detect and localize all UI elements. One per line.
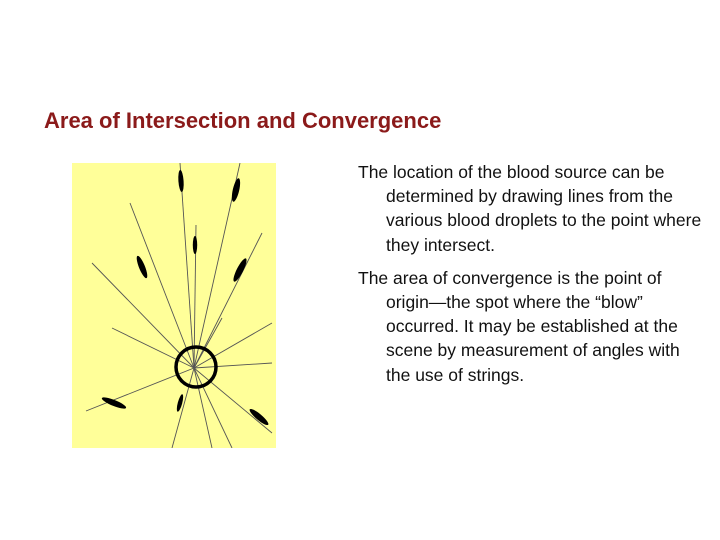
bloodstain-convergence-diagram — [72, 163, 276, 448]
body-text — [358, 160, 703, 396]
diagram-background — [72, 163, 276, 448]
paragraph-area-of-convergence: The area of convergence is the point of origin—the spot where the “blow” occurred. It may be established at the scene by measurement of angles with the use of strings. — [358, 267, 680, 385]
droplet-3 — [193, 236, 197, 254]
slide-title: Area of Intersection and Convergence — [44, 108, 442, 133]
paragraph-blood-source: The location of the blood source can be determined by drawing lines from the various blood droplets to the point where they intersect. — [358, 162, 702, 255]
